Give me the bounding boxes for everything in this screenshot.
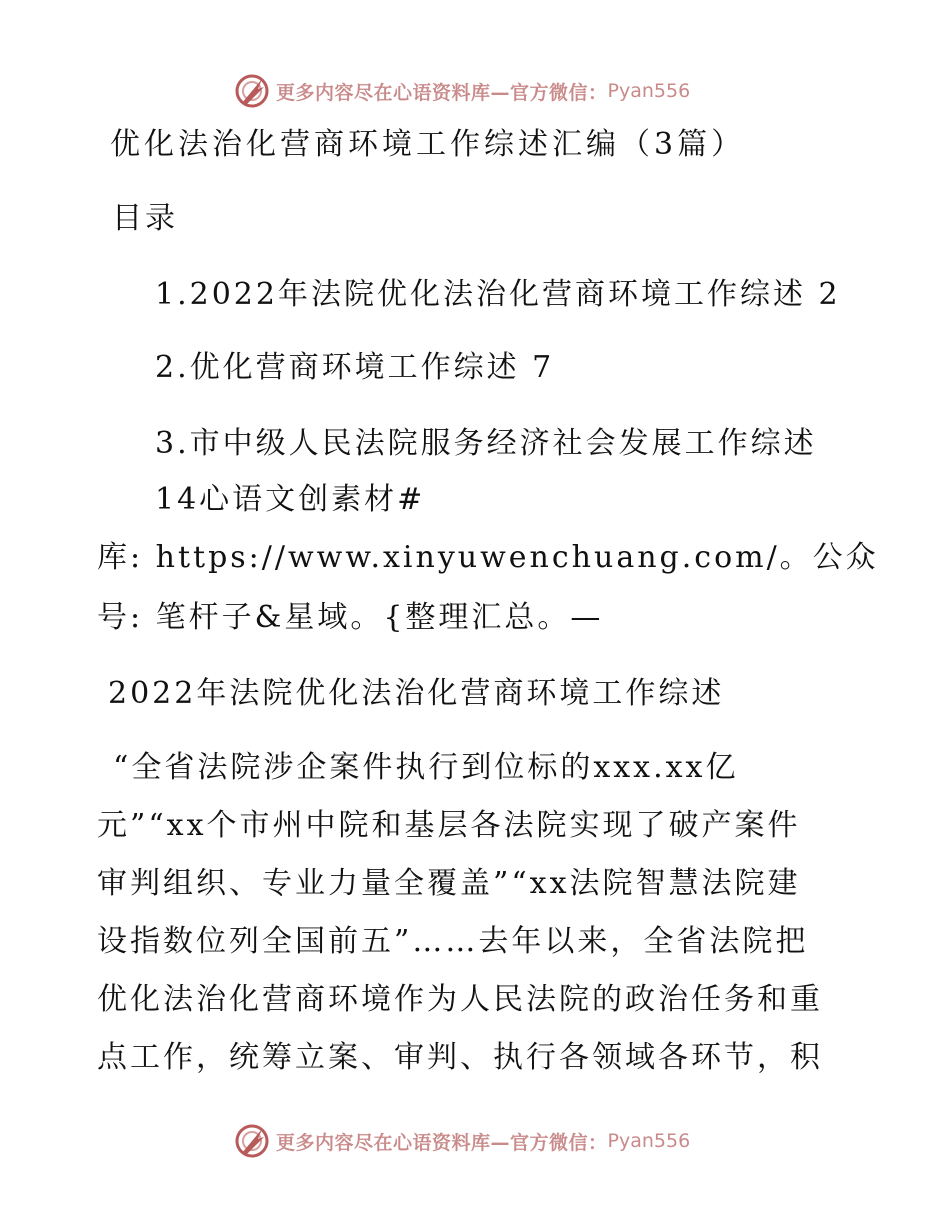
toc-item: 3.市中级人民法院服务经济社会发展工作综述 [155,426,817,461]
body-paragraph-line: 设指数位列全国前五”……去年以来，全省法院把 [97,924,809,959]
quill-logo-icon [232,1121,272,1161]
body-paragraph-line: 元”“xx个市州中院和基层各法院实现了破产案件 [97,808,801,843]
watermark-wechat-id: Pyan556 [607,80,691,102]
body-paragraph-line: 优化法治化营商环境作为人民法院的政治任务和重 [97,982,823,1017]
toc-heading: 目录 [112,201,178,236]
inline-notice-line: 号: 笔杆子&星域。{整理汇总。— [97,600,604,635]
watermark-text: 更多内容尽在心语资料库—官方微信： [276,1131,608,1154]
toc-item: 1.2022年法院优化法治化营商环境工作综述 2 [155,277,841,312]
header-watermark [232,71,690,111]
watermark-text: 更多内容尽在心语资料库—官方微信： [276,81,608,104]
inline-notice-line: 库: https://www.xinyuwenchuang.com/。公众 [97,540,879,575]
toc-item: 2.优化营商环境工作综述 7 [155,350,555,385]
footer-watermark [232,1121,690,1161]
quill-logo-icon [232,71,272,111]
body-paragraph-line: 点工作，统筹立案、审判、执行各领域各环节，积 [97,1040,823,1075]
body-paragraph-line: 审判组织、专业力量全覆盖”“xx法院智慧法院建 [97,866,801,901]
document-title: 优化法治化营商环境工作综述汇编（3篇） [110,127,746,162]
body-paragraph-line: “全省法院涉企案件执行到位标的xxx.xx亿 [113,750,739,785]
section-heading: 2022年法院优化法治化营商环境工作综述 [108,676,725,711]
toc-item: 14心语文创素材# [155,482,426,517]
watermark-wechat-id: Pyan556 [607,1130,691,1152]
